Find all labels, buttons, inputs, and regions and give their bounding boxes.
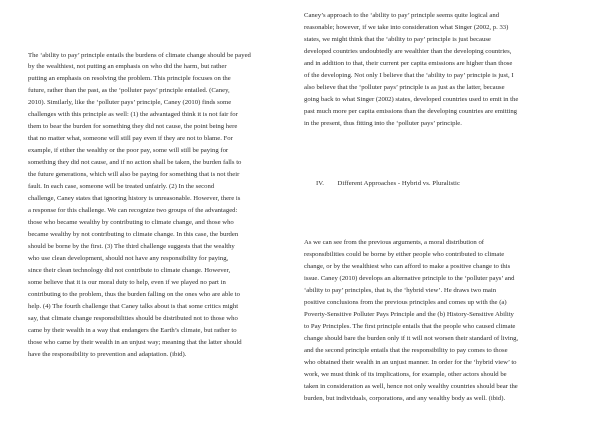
text-line: future, rather than the past, as the ‘polluter pays’ principle entailed. (Caney, <box>28 87 230 94</box>
text-line: to Pay Principles. The first principle entails that the people who caused climate <box>304 323 516 330</box>
text-line: those who came by their wealth in an unjust way; meaning that the latter should <box>28 339 242 346</box>
text-line: of the developing. Not only I believe that the ‘ability to pay’ principle is just, I <box>304 72 514 79</box>
text-line: Poverty-Sensitive Polluter Pays Principle and the (b) History-Sensitive Ability <box>304 311 514 318</box>
text-line: taken in consideration as well, hence not only wealthy countries should bear the <box>304 383 518 390</box>
text-line: developed countries undoubtedly are wealthier than the developing countries, <box>304 48 512 55</box>
text-line: change, or by the wealthiest who can afford to make a positive change to this <box>304 263 511 270</box>
text-line: help. (4) The fourth challenge that Caney talks about is that some critics might <box>28 303 239 310</box>
text-line: since their clean technology did not contribute to climate change. However, <box>28 267 231 274</box>
text-line: issue. Caney (2010) develops an alternative principle to the ‘polluter pays’ and <box>304 275 515 282</box>
text-line: came by their wealth in a way that endangers the Earth’s climate, but rather to <box>28 327 237 334</box>
text-line: contributing to the problem, thus the burden falling on the ones who are able to <box>28 291 240 298</box>
text-line: who obtained their wealth in an unjust manner. In order for the ‘hybrid view’ to <box>304 359 517 366</box>
text-line: example, if either the wealthy or the poor pay, some will still be paying for <box>28 147 229 154</box>
left-column <box>28 0 296 424</box>
text-line: and in addition to that, their current per capita emissions are higher than those <box>304 60 513 67</box>
text-line: say, that climate change responsibilities should be distributed not to those who <box>28 315 238 322</box>
right-column <box>304 0 572 424</box>
text-line: positive conclusions from the previous principles and comes up with the (a) <box>304 299 507 306</box>
text-line: As we can see from the previous arguments, a moral distribution of <box>304 239 485 246</box>
text-line: who use clean development, should not have any responsibility for paying, <box>28 255 229 262</box>
text-line: 2010). Similarly, like the ‘polluter pays’ principle, Caney (2010) finds some <box>28 99 232 106</box>
text-line: Caney’s approach to the ‘ability to pay’ principle seems quite logical and <box>304 12 500 19</box>
text-line: challenges with this principle as well: (1) the advantaged think it is not fair for <box>28 111 238 118</box>
text-line: also believe that the ‘polluter pays’ principle is as just as the latter, because <box>304 84 505 91</box>
text-line: putting an emphasis on resolving the problem. This principle focuses on the <box>28 75 231 82</box>
text-line: the future generations, which will also be paying for something that is not their <box>28 171 240 178</box>
text-line: responsibilities could be borne by either people who contributed to climate <box>304 251 505 258</box>
text-line: them to bear the burden for something they did not cause, the point being here <box>28 123 238 130</box>
text-line: going back to what Singer (2002) states, developed countries used to emit in the <box>304 96 519 103</box>
text-line: states, we might think that the ‘ability to pay’ principle is just because <box>304 36 491 43</box>
text-line: burden, but individuals, corporations, and any wealthy body as well. (ibid). <box>304 395 506 402</box>
text-line: that no matter what, someone will still pay even if they are not to blame. For <box>28 135 233 142</box>
section-heading: IV. Different Approaches - Hybrid vs. Pluralistic <box>316 180 460 187</box>
text-line: by the wealthiest, not putting an emphasis on who did the harm, but rather <box>28 63 227 70</box>
text-line: reasonable; however, if we take into consideration what Singer (2002, p. 33) <box>304 24 509 31</box>
text-line: and the second principle entails that the responsibility to pay comes to those <box>304 347 508 354</box>
text-line: ‘ability to pay’ principles, that is, the ‘hybrid view’. He draws two main <box>304 287 497 294</box>
text-line: fault. In each case, someone will be treated unfairly. (2) In the second <box>28 183 215 190</box>
text-line: The ‘ability to pay’ principle entails the burdens of climate change should be payed <box>28 52 251 59</box>
text-line: became wealthy by not contributing to climate change. In this case, the burden <box>28 231 239 238</box>
text-line: work, we must think of its implications, for example, other actors should be <box>304 371 507 378</box>
text-line: challenge, Caney states that ignoring history is unreasonable. However, there is <box>28 195 241 202</box>
text-line: some believe that it is our moral duty to help, even if we played no part in <box>28 279 226 286</box>
text-line: in the present, thus fitting into the ‘polluter pays’ principle. <box>304 120 462 127</box>
text-line: those who became wealthy by contributing to climate change, and those who <box>28 219 234 226</box>
text-line: something they did not cause, and if no action shall be taken, the burden falls to <box>28 159 242 166</box>
text-line: a response for this challenge. We can recognize two groups of the advantaged: <box>28 207 238 214</box>
text-line: past much more per capita emissions than the developing countries are emitting <box>304 108 518 115</box>
text-line: have the responsibility to prevention and adaptation. (ibid). <box>28 351 187 358</box>
text-line: change should bare the burden only if it will not worsen their standard of living, <box>304 335 519 342</box>
text-line: should be borne by the first. (3) The third challenge suggests that the wealthy <box>28 243 235 250</box>
